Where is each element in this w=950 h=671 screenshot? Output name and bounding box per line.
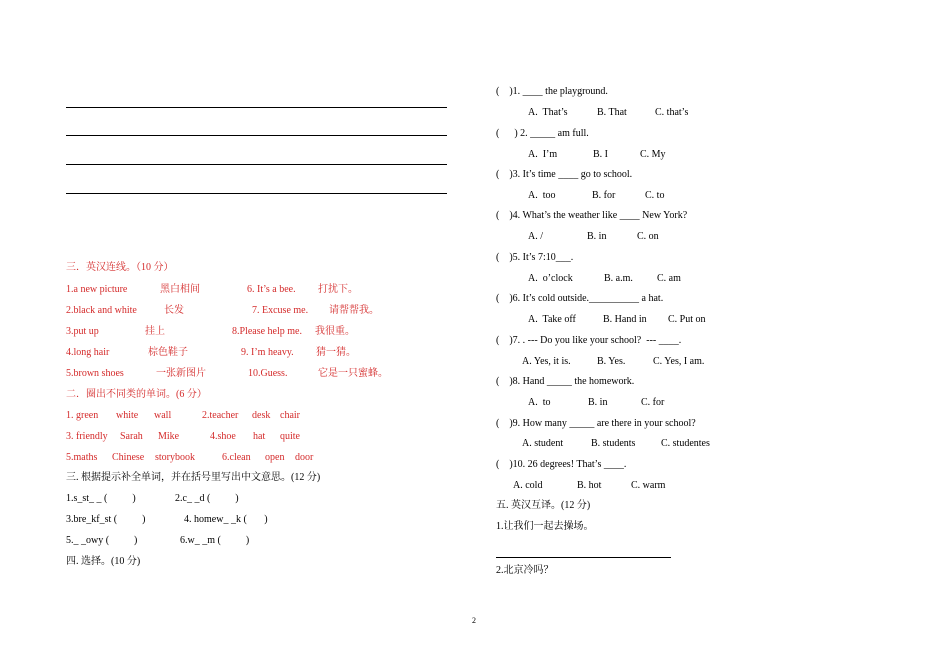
answer-line-1 (66, 107, 447, 108)
answer-line-2 (66, 135, 447, 136)
question: ( )6. It’s cold outside.__________ a hat. (496, 293, 664, 304)
match-item-en: 8.Please help me. (232, 326, 302, 337)
option: A. to (528, 397, 551, 408)
question: ( )4. What’s the weather like ____ New York? (496, 210, 688, 221)
option: C. warm (631, 480, 666, 491)
odd-word: open (265, 452, 285, 463)
option: A. o’clock (528, 273, 573, 284)
option: C. to (645, 190, 665, 201)
option: A. Take off (528, 314, 576, 325)
question: ( )8. Hand _____ the homework. (496, 376, 635, 387)
odd-word: 1. green (66, 410, 99, 421)
match-item-zh: 一张新图片 (156, 368, 206, 379)
option: A. student (522, 438, 564, 449)
odd-word: 4.shoe (210, 431, 236, 442)
match-item-zh: 打扰下。 (318, 284, 358, 295)
odd-word: desk (252, 410, 271, 421)
answer-line-3 (66, 164, 447, 165)
answer-line-4 (66, 193, 447, 194)
option: A. Yes, it is. (522, 356, 571, 367)
match-item-en: 7. Excuse me. (252, 305, 309, 316)
odd-word: chair (280, 410, 300, 421)
match-item-en: 3.put up (66, 326, 99, 337)
odd-word: quite (280, 431, 300, 442)
option: C. for (641, 397, 665, 408)
match-item-en: 2.black and white (66, 305, 137, 316)
odd-word: hat (253, 431, 266, 442)
translate-question: 2.北京冷吗？ (496, 565, 554, 576)
match-item-en: 9. I’m heavy. (241, 347, 294, 358)
choice-section-title: 四. 选择。(10 分) (66, 556, 141, 567)
option: C. on (637, 231, 659, 242)
fill-item: 4. homew_ _k ( ) (184, 514, 268, 525)
match-item-en: 6. It’s a bee. (247, 284, 296, 295)
page-number: 2 (472, 616, 476, 625)
option: C. studentes (661, 438, 710, 449)
option: A. too (528, 190, 556, 201)
odd-word: 5.maths (66, 452, 98, 463)
match-item-zh: 请帮帮我。 (329, 305, 379, 316)
option: B. for (592, 190, 616, 201)
match-item-en: 5.brown shoes (66, 368, 124, 379)
match-item-zh: 我很重。 (315, 326, 355, 337)
match-item-zh: 长发 (164, 305, 184, 316)
option: B. That (597, 107, 627, 118)
option: B. Yes. (597, 356, 626, 367)
match-item-en: 1.a new picture (66, 284, 128, 295)
fill-item: 5._ _owy ( ) (66, 535, 138, 546)
option: C. am (657, 273, 681, 284)
match-item-en: 10.Guess. (248, 368, 288, 379)
fill-section-title: 三. 根据提示补全单词，并在括号里写出中文意思。(12 分) (66, 472, 321, 483)
fill-item: 6.w_ _m ( ) (180, 535, 250, 546)
option: C. Put on (668, 314, 706, 325)
question: ( )3. It’s time ____ go to school. (496, 169, 633, 180)
answer-line (496, 557, 671, 558)
match-item-zh: 棕色鞋子 (148, 347, 188, 358)
match-item-zh: 黑白相间 (160, 284, 200, 295)
odd-section-title: 二．圈出不同类的单词。(6 分） (66, 389, 207, 400)
fill-item: 2.c_ _d ( ) (175, 493, 239, 504)
question: ( )7. . --- Do you like your school? --- ____. (496, 335, 682, 346)
question: ( )10. 26 degrees! That’s ____. (496, 459, 627, 470)
odd-word: 2.teacher (202, 410, 239, 421)
odd-word: Mike (158, 431, 180, 442)
option: C. My (640, 149, 666, 160)
option: A. That’s (528, 107, 568, 118)
option: C. that’s (655, 107, 689, 118)
odd-word: door (295, 452, 314, 463)
option: B. Hand in (603, 314, 647, 325)
translate-question: 1.让我们一起去操场。 (496, 521, 594, 532)
translate-section-title: 五. 英汉互译。(12 分) (496, 500, 591, 511)
odd-word: storybook (155, 452, 195, 463)
match-item-zh: 挂上 (145, 326, 165, 337)
question: ( ) 2. _____ am full. (496, 128, 589, 139)
option: B. a.m. (604, 273, 633, 284)
odd-word: Sarah (120, 431, 143, 442)
option: B. hot (577, 480, 602, 491)
fill-item: 1.s_st_ _ ( ) (66, 493, 136, 504)
odd-word: Chinese (112, 452, 145, 463)
question: ( )9. How many _____ are there in your school? (496, 418, 696, 429)
option: B. I (593, 149, 608, 160)
question: ( )1. ____ the playground. (496, 86, 608, 97)
question: ( )5. It’s 7:10___. (496, 252, 574, 263)
option: B. students (591, 438, 636, 449)
fill-item: 3.bre_kf_st ( ) (66, 514, 146, 525)
option: B. in (588, 397, 608, 408)
odd-word: 3. friendly (66, 431, 108, 442)
odd-word: wall (154, 410, 172, 421)
match-item-en: 4.long hair (66, 347, 110, 358)
option: A. cold (513, 480, 543, 491)
odd-word: 6.clean (222, 452, 251, 463)
option: A. / (528, 231, 543, 242)
odd-word: white (116, 410, 139, 421)
match-section-title: 三．英汉连线。（10 分） (66, 262, 174, 273)
match-item-zh: 它是一只蜜蜂。 (318, 368, 388, 379)
option: B. in (587, 231, 607, 242)
match-item-zh: 猜一猜。 (316, 347, 356, 358)
option: C. Yes, I am. (653, 356, 705, 367)
option: A. I’m (528, 149, 558, 160)
